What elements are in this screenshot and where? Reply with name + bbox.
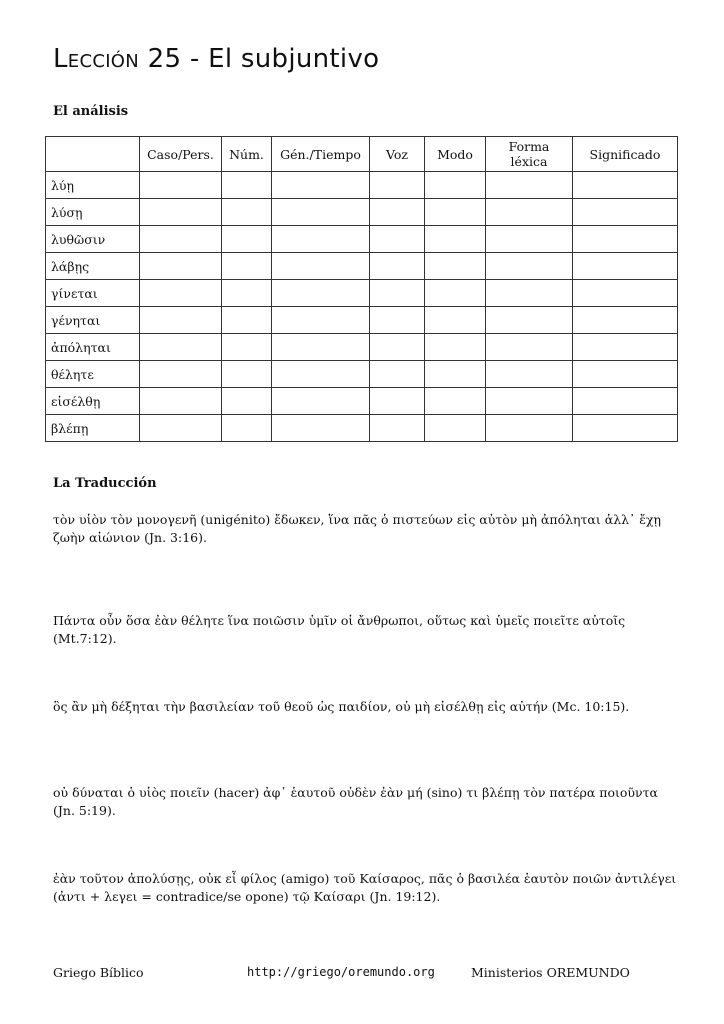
table-row xyxy=(46,334,678,361)
greek-word: εἰσέλθῃ xyxy=(46,388,140,415)
answer-cell xyxy=(425,280,486,307)
footer-url: http://griego/oremundo.org xyxy=(247,965,435,979)
answer-cell xyxy=(272,199,370,226)
answer-cell xyxy=(370,226,425,253)
translation-paragraph: Πάντα οὖν ὅσα ἐὰν θέλητε ἵνα ποιῶσιν ὑμῖν οἱ ἄνθρωποι, οὕτως καὶ ὑμεῖς ποιεῖτε αὐτοῖς (Mt.7:12). xyxy=(53,613,626,646)
answer-cell xyxy=(370,172,425,199)
answer-cell xyxy=(573,199,678,226)
answer-cell xyxy=(222,280,272,307)
answer-cell xyxy=(140,334,222,361)
title-lead: Lección xyxy=(53,44,140,74)
answer-cell xyxy=(370,415,425,442)
answer-cell xyxy=(140,280,222,307)
answer-cell xyxy=(272,415,370,442)
answer-cell xyxy=(486,415,573,442)
greek-word: λυθῶσιν xyxy=(46,226,140,253)
table-row xyxy=(46,253,678,280)
answer-cell xyxy=(272,388,370,415)
answer-cell xyxy=(272,172,370,199)
answer-cell xyxy=(222,415,272,442)
answer-cell xyxy=(370,388,425,415)
answer-cell xyxy=(573,334,678,361)
table-row xyxy=(46,415,678,442)
translation-paragraph: ὃς ἂν μὴ δέξηται τὴν βασιλείαν τοῦ θεοῦ ὡς παιδίον, οὐ μὴ εἰσέλθῃ εἰς αὐτήν (Mc. 10:15). xyxy=(53,699,630,714)
answer-cell xyxy=(425,172,486,199)
answer-cell xyxy=(573,307,678,334)
column-header: Núm. xyxy=(222,137,272,172)
answer-cell xyxy=(486,280,573,307)
column-header: Gén./Tiempo xyxy=(272,137,370,172)
answer-cell xyxy=(222,253,272,280)
answer-cell xyxy=(486,253,573,280)
answer-cell xyxy=(222,307,272,334)
table-row xyxy=(46,226,678,253)
column-header: Forma léxica xyxy=(486,137,573,172)
answer-cell xyxy=(573,253,678,280)
analysis-table xyxy=(45,136,678,442)
answer-cell xyxy=(486,307,573,334)
column-header xyxy=(46,137,140,172)
footer-left: Griego Bíblico xyxy=(53,965,144,980)
greek-word: γένηται xyxy=(46,307,140,334)
greek-word: λύσῃ xyxy=(46,199,140,226)
answer-cell xyxy=(272,307,370,334)
answer-cell xyxy=(573,172,678,199)
answer-cell xyxy=(140,253,222,280)
footer-right: Ministerios OREMUNDO xyxy=(471,965,630,980)
table-row xyxy=(46,280,678,307)
answer-cell xyxy=(272,253,370,280)
greek-word: βλέπῃ xyxy=(46,415,140,442)
table-header-row xyxy=(46,137,678,172)
answer-cell xyxy=(370,253,425,280)
answer-cell xyxy=(370,280,425,307)
column-header: Voz xyxy=(370,137,425,172)
page-title xyxy=(53,44,379,74)
answer-cell xyxy=(425,334,486,361)
answer-cell xyxy=(486,388,573,415)
answer-cell xyxy=(140,415,222,442)
column-header: Modo xyxy=(425,137,486,172)
answer-cell xyxy=(140,307,222,334)
translation-heading: La Traducción xyxy=(53,476,157,491)
answer-cell xyxy=(486,361,573,388)
answer-cell xyxy=(222,172,272,199)
answer-cell xyxy=(425,388,486,415)
answer-cell xyxy=(573,361,678,388)
table-row xyxy=(46,361,678,388)
answer-cell xyxy=(573,280,678,307)
answer-cell xyxy=(140,226,222,253)
translation-paragraph: ἐὰν τοῦτον ἀπολύσῃς, οὐκ εἶ φίλος (amigo) τοῦ Καίσαρος, πᾶς ὁ βασιλέα ἑαυτὸν ποιῶν ἀντιλέγει (ἀντι + λεγει = contradice/se opone) τῷ Καίσαρι (Jn. 19:12). xyxy=(53,871,677,904)
answer-cell xyxy=(370,307,425,334)
answer-cell xyxy=(222,361,272,388)
answer-cell xyxy=(272,226,370,253)
answer-cell xyxy=(370,334,425,361)
answer-cell xyxy=(486,199,573,226)
answer-cell xyxy=(425,307,486,334)
answer-cell xyxy=(425,361,486,388)
answer-cell xyxy=(425,226,486,253)
greek-word: ἀπόληται xyxy=(46,334,140,361)
translation-paragraph: οὐ δύναται ὁ υἱὸς ποιεῖν (hacer) ἀφ᾽ ἑαυτοῦ οὐδὲν ἐὰν μή (sino) τι βλέπῃ τὸν πατέρα ποιοῦντα (Jn. 5:19). xyxy=(53,785,658,818)
column-header: Significado xyxy=(573,137,678,172)
answer-cell xyxy=(140,388,222,415)
table-row xyxy=(46,307,678,334)
answer-cell xyxy=(140,172,222,199)
answer-cell xyxy=(272,334,370,361)
column-header: Caso/Pers. xyxy=(140,137,222,172)
answer-cell xyxy=(486,226,573,253)
translation-paragraph: τὸν υἱὸν τὸν μονογενῆ (unigénito) ἔδωκεν, ἵνα πᾶς ὁ πιστεύων εἰς αὐτὸν μὴ ἀπόληται ἀλλ᾽ ἔχῃ ζωὴν αἰώνιον (Jn. 3:16). xyxy=(53,512,662,545)
answer-cell xyxy=(486,334,573,361)
answer-cell xyxy=(425,199,486,226)
answer-cell xyxy=(425,415,486,442)
answer-cell xyxy=(573,226,678,253)
answer-cell xyxy=(573,415,678,442)
answer-cell xyxy=(272,280,370,307)
answer-cell xyxy=(486,172,573,199)
answer-cell xyxy=(370,361,425,388)
table-row xyxy=(46,388,678,415)
greek-word: λύῃ xyxy=(46,172,140,199)
answer-cell xyxy=(140,361,222,388)
answer-cell xyxy=(140,199,222,226)
answer-cell xyxy=(573,388,678,415)
answer-cell xyxy=(272,361,370,388)
table-row xyxy=(46,199,678,226)
table-row xyxy=(46,172,678,199)
greek-word: γίνεται xyxy=(46,280,140,307)
title-rest: 25 - El subjuntivo xyxy=(139,44,380,74)
greek-word: θέλητε xyxy=(46,361,140,388)
greek-word: λάβῃς xyxy=(46,253,140,280)
answer-cell xyxy=(370,199,425,226)
answer-cell xyxy=(222,388,272,415)
answer-cell xyxy=(222,199,272,226)
answer-cell xyxy=(222,334,272,361)
answer-cell xyxy=(425,253,486,280)
analysis-heading: El análisis xyxy=(53,104,129,119)
answer-cell xyxy=(222,226,272,253)
